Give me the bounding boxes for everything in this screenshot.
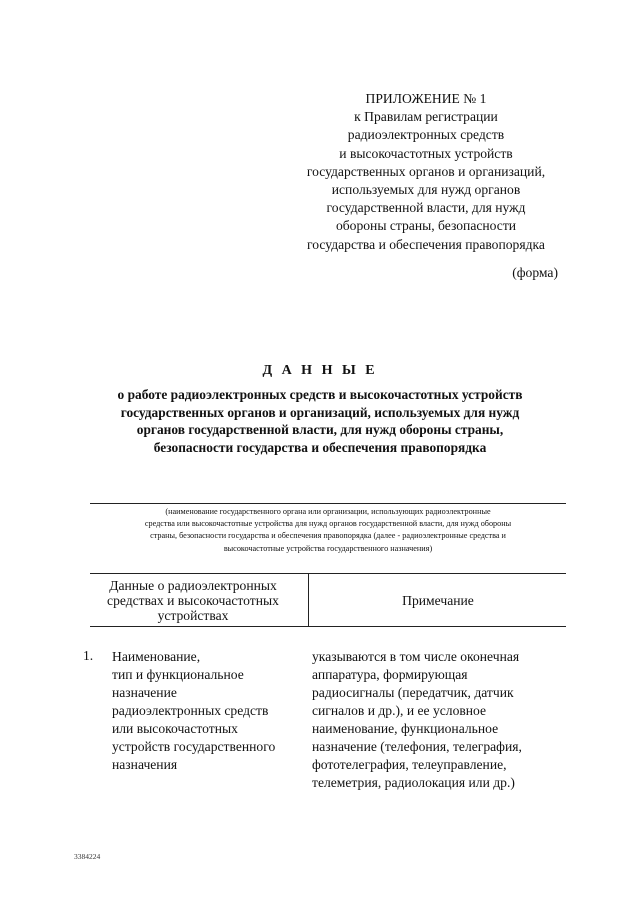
form-label: (форма)	[512, 265, 558, 280]
row-data-line: Наименование,	[112, 649, 201, 664]
row-note-line: сигналов и др.), и ее условное	[312, 703, 487, 718]
appendix-line: и высокочастотных устройств	[339, 145, 513, 161]
header-line: средствах и высокочастотных	[107, 593, 279, 609]
caption-line: страны, безопасности государства и обеспечения правопорядка (далее - радиоэлектронные средства и	[150, 531, 506, 541]
table-top-rule	[90, 573, 566, 574]
subtitle-line: органов государственной власти, для нужд обороны страны,	[136, 422, 504, 438]
document-subtitle	[60, 386, 580, 456]
row-data-line: радиоэлектронных средств	[112, 703, 269, 718]
row-data-cell	[112, 648, 304, 774]
appendix-line: государства и обеспечения правопорядка	[307, 236, 545, 252]
row-number: 1.	[83, 648, 94, 663]
row-note-line: указываются в том числе оконечная	[312, 649, 520, 664]
appendix-line: радиоэлектронных средств	[347, 127, 505, 143]
row-note-line: радиосигналы (передатчик, датчик	[312, 685, 514, 700]
subtitle-line: государственных органов и организаций, используемых для нужд	[120, 404, 520, 420]
appendix-line: к Правилам регистрации	[354, 109, 498, 125]
caption-line: средства или высокочастотные устройства для нужд органов государственной власти, для нужд обороны	[144, 519, 512, 529]
org-name-caption	[80, 506, 576, 555]
caption-line: (наименование государственного органа или организации, использующих радиоэлектронные	[165, 507, 491, 516]
appendix-line: обороны страны, безопасности	[335, 218, 517, 234]
header-line: Данные о радиоэлектронных	[109, 578, 277, 593]
caption-line: высокочастотные устройства государственного назначения)	[223, 543, 433, 553]
appendix-heading	[280, 90, 572, 254]
table-header-data	[88, 578, 298, 624]
row-note-line: наименование, функциональное	[312, 721, 499, 736]
subtitle-line: о работе радиоэлектронных средств и высокочастотных устройств	[117, 387, 523, 402]
row-note-cell	[312, 648, 572, 792]
row-data-line: устройств государственного	[112, 739, 276, 754]
appendix-line: государственной власти, для нужд	[326, 200, 526, 216]
table-column-divider	[308, 574, 309, 626]
row-note-line: телеметрия, радиолокация или др.)	[312, 775, 515, 790]
appendix-line: государственных органов и организаций,	[306, 163, 546, 179]
row-note-line: аппаратура, формирующая	[312, 667, 468, 682]
row-data-line: тип и функциональное	[112, 667, 244, 682]
document-number: 3384224	[74, 852, 101, 861]
document-title: Д А Н Н Ы Е	[262, 363, 378, 378]
subtitle-line: безопасности государства и обеспечения правопорядка	[153, 439, 487, 455]
appendix-title: ПРИЛОЖЕНИЕ № 1	[365, 91, 487, 106]
header-line: устройствах	[157, 608, 229, 624]
row-note-line: фототелеграфия, телеуправление,	[312, 757, 507, 772]
row-data-line: назначение	[112, 685, 177, 700]
org-name-fill-line	[90, 503, 566, 504]
appendix-line: используемых для нужд органов	[331, 182, 521, 198]
table-header-note: Примечание	[402, 593, 474, 608]
table-header-bottom-rule	[90, 626, 566, 627]
row-data-line: назначения	[112, 757, 178, 772]
row-note-line: назначение (телефония, телеграфия,	[312, 739, 522, 754]
row-data-line: или высокочастотных	[112, 721, 238, 736]
